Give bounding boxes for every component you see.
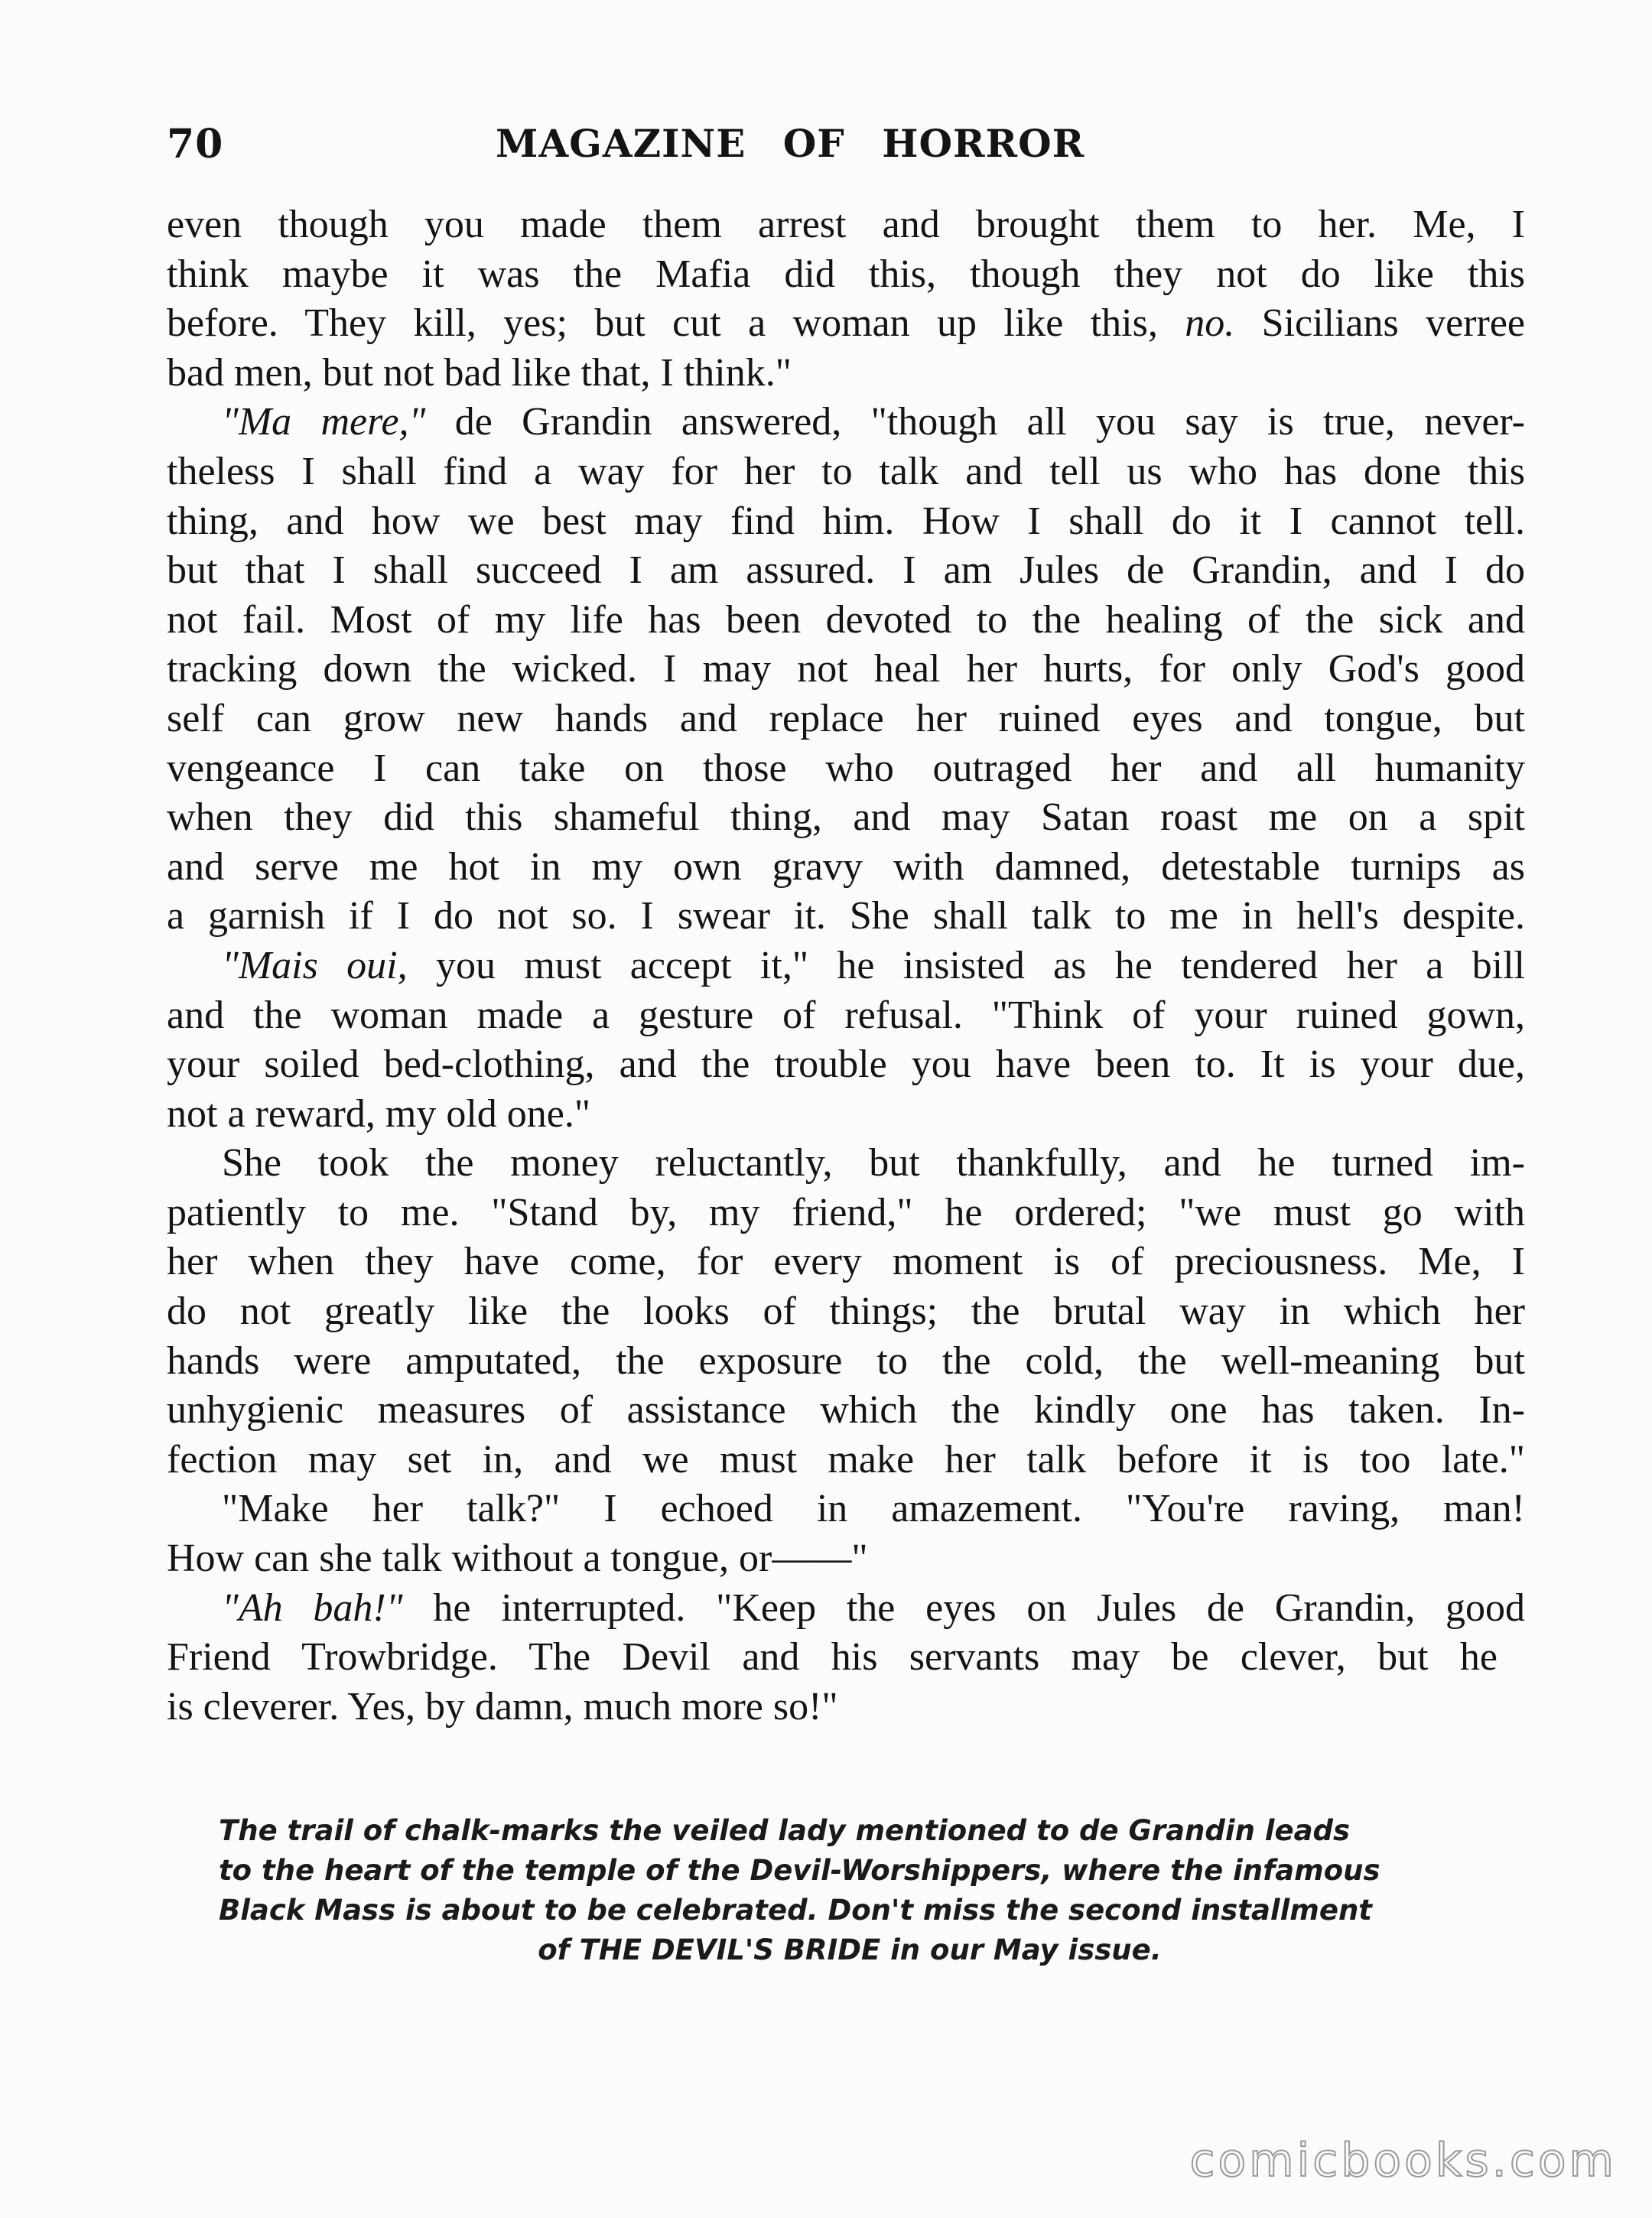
text-line xyxy=(167,1584,1525,1634)
text-line: bad men, but not bad like that, I think." xyxy=(167,350,792,395)
page-number: 70 xyxy=(167,121,224,167)
text-line: patiently to me. "Stand by, my friend," he ordered; "we must go with xyxy=(167,1190,1525,1234)
text-line: think maybe it was the Mafia did this, though they not do like this xyxy=(167,252,1525,296)
text-line: theless I shall find a way for her to talk and tell us who has done this xyxy=(167,449,1525,493)
text-line: and the woman made a gesture of refusal. "Think of your ruined gown, xyxy=(167,993,1525,1037)
text-run: he interrupted. "Keep the eyes on Jules de Grandin, good xyxy=(402,1585,1525,1630)
text-line: fection may set in, and we must make her talk before it is too late." xyxy=(167,1437,1525,1481)
text-line xyxy=(167,942,1525,991)
text-line: do not greatly like the looks of things; the brutal way in which her xyxy=(167,1289,1525,1334)
italic-run: no. xyxy=(1185,301,1235,346)
italic-run: "Mais oui, xyxy=(222,943,408,987)
text-line xyxy=(167,299,1525,349)
text-line: not fail. Most of my life has been devoted to the healing of the sick and xyxy=(167,597,1525,642)
story-body xyxy=(167,200,1525,1732)
italic-run: "Ma mere," xyxy=(222,400,426,444)
text-line: a garnish if I do not so. I swear it. She shall talk to me in hell's despite. xyxy=(167,894,1525,938)
text-line: but that I shall succeed I am assured. I am Jules de Grandin, and I do xyxy=(167,548,1525,593)
note-line: The trail of chalk-marks the veiled lady mentioned to de Grandin leads xyxy=(219,1814,1351,1847)
text-line: your soiled bed-clothing, and the trouble you have been to. It is your due, xyxy=(167,1042,1525,1087)
note-line: to the heart of the temple of the Devil-Worshippers, where the infamous xyxy=(219,1854,1380,1887)
text-run: you must accept it," he insisted as he tendered her a bill xyxy=(407,943,1525,987)
text-line: She took the money reluctantly, but thankfully, and he turned im- xyxy=(222,1141,1525,1185)
note-line: of THE DEVIL'S BRIDE in our May issue. xyxy=(538,1933,1162,1966)
text-line: self can grow new hands and replace her ruined eyes and tongue, but xyxy=(167,696,1525,740)
text-line: her when they have come, for every moment is of preciousness. Me, I xyxy=(167,1240,1525,1284)
text-line: tracking down the wicked. I may not heal her hurts, for only God's good xyxy=(167,647,1525,691)
text-line: unhygienic measures of assistance which the kindly one has taken. In- xyxy=(167,1388,1525,1433)
text-run: Sicilians verree xyxy=(1234,301,1526,346)
text-line: not a reward, my old one." xyxy=(167,1091,591,1136)
text-line: Friend Trowbridge. The Devil and his servants may be clever, but he xyxy=(167,1635,1498,1680)
text-line: even though you made them arrest and brought them to her. Me, I xyxy=(167,203,1525,246)
watermark-logo: comicbooks.com xyxy=(1189,2134,1617,2187)
text-line: and serve me hot in my own gravy with damned, detestable turnips as xyxy=(167,844,1525,889)
text-line: when they did this shameful thing, and may Satan roast me on a spit xyxy=(167,795,1525,840)
text-run: de Grandin answered, "though all you say is true, never- xyxy=(425,400,1525,444)
text-line xyxy=(167,398,1525,447)
running-head-title: MAGAZINE OF HORROR xyxy=(496,121,1085,166)
text-line: "Make her talk?" I echoed in amazement. "You're raving, man! xyxy=(222,1487,1525,1531)
page-header xyxy=(167,121,1528,174)
text-line: hands were amputated, the exposure to the cold, the well-meaning but xyxy=(167,1338,1525,1383)
text-line: thing, and how we best may find him. How I shall do it I cannot tell. xyxy=(167,499,1525,543)
note-line: Black Mass is about to be celebrated. Don't miss the second installment xyxy=(219,1894,1372,1927)
text-line: vengeance I can take on those who outraged her and all humanity xyxy=(167,746,1525,790)
italic-run: "Ah bah!" xyxy=(222,1585,403,1630)
text-run: before. They kill, yes; but cut a woman up like this, xyxy=(167,301,1158,346)
text-line: How can she talk without a tongue, or——" xyxy=(167,1537,868,1581)
next-issue-note xyxy=(219,1811,1481,1970)
text-line: is cleverer. Yes, by damn, much more so!" xyxy=(167,1684,838,1729)
